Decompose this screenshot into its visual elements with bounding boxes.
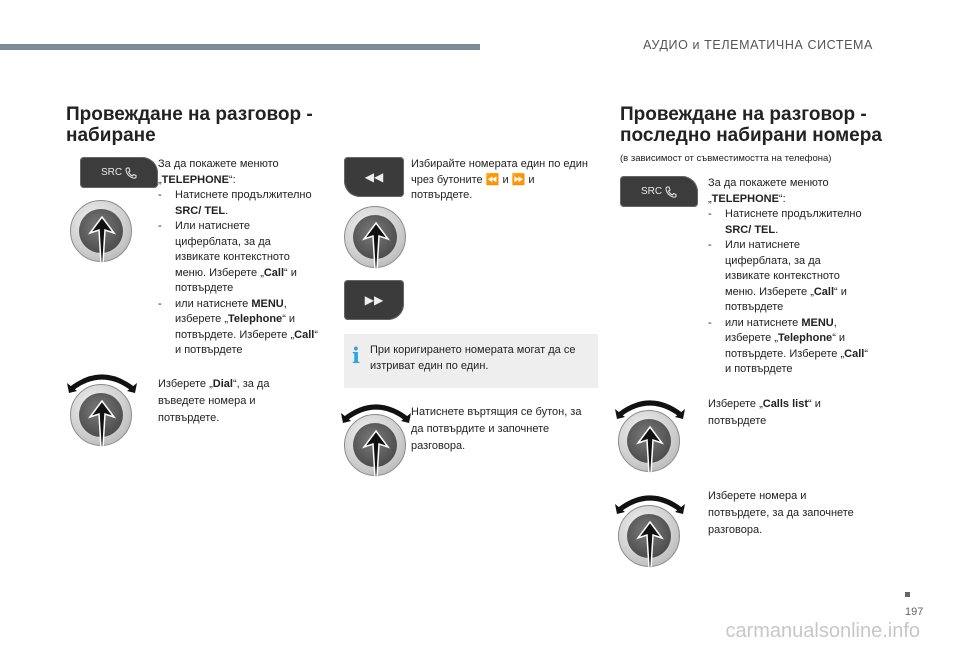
right-title-line1: Провеждане на разговор - [620, 104, 867, 125]
left-item-1: - Натиснете продължително SRC/ TEL. [158, 189, 312, 217]
press-arrow-icon [87, 215, 117, 265]
seek-forward-button[interactable] [344, 280, 404, 320]
left-intro: За да покажете менюто „TELEPHONE“: [158, 158, 279, 186]
info-icon: i [352, 343, 360, 368]
left-item-2: - Или натиснете циферблата, за да извикате контекстното меню. Изберете „Call“ и потвърдете [158, 220, 297, 294]
phone-icon [665, 186, 677, 198]
right-item-2: - Или натиснете циферблата, за да извикате контекстното меню. Изберете „Call“ и потвърдете [708, 239, 847, 313]
press-arrow-icon [635, 425, 665, 475]
rotate-knob-confirm[interactable] [344, 414, 406, 476]
left-item-3: - или натиснете MENU, изберете „Telephone“ и потвърдете. Изберете „Call“ и потвърдете [158, 297, 319, 356]
right-calls-text: Изберете „Calls list“ и потвърдете [708, 398, 821, 427]
src-tel-button[interactable] [80, 157, 158, 188]
rotate-arrow-icon [615, 397, 685, 419]
rotate-arrow-icon [615, 492, 685, 514]
right-select-text: Изберете номера и потвърдете, за да започнете разговора. [708, 490, 854, 536]
right-intro: За да покажете менюто „TELEPHONE“: [708, 177, 829, 205]
press-arrow-icon [635, 520, 665, 570]
src-tel-button-right[interactable] [620, 176, 698, 207]
src-label: SRC [640, 186, 663, 197]
dial-knob[interactable] [70, 200, 132, 262]
middle-confirm-text: Натиснете въртящия се бутон, за да потвърдите и започнете разговора. [411, 406, 582, 452]
section-title: АУДИО и ТЕЛЕМАТИЧНА СИСТЕМА [643, 38, 873, 52]
rotate-arrow-icon [341, 401, 411, 423]
rotate-knob-calls[interactable] [618, 410, 680, 472]
press-arrow-icon [361, 429, 391, 479]
rotate-knob-dial[interactable] [70, 384, 132, 446]
seek-back-icon: ◀◀ [364, 170, 384, 184]
right-subtitle: (в зависимост от съвместимостта на телефона) [620, 153, 832, 164]
press-arrow-icon [87, 399, 117, 449]
header-bar [0, 44, 480, 50]
right-title-line2: последно набирани номера [620, 125, 882, 146]
page-marker [905, 592, 910, 597]
left-intro-block [158, 157, 318, 359]
page-number: 197 [905, 606, 924, 618]
src-label: SRC [100, 167, 123, 178]
left-title-line1: Провеждане на разговор - [66, 104, 313, 125]
info-box [344, 334, 598, 388]
right-item-3: - или натиснете MENU, изберете „Telephone“ и потвърдете. Изберете „Call“ и потвърдете [708, 316, 869, 375]
info-text: При коригирането номерата могат да се изтриват един по един. [370, 344, 576, 372]
left-dial-text: Изберете „Dial“, за да въведете номера и потвърдете. [158, 378, 270, 424]
seek-forward-icon: ▶▶ [364, 293, 384, 307]
left-title-line2: набиране [66, 125, 156, 146]
seek-back-button[interactable] [344, 157, 404, 197]
rotate-arrow-icon [67, 371, 137, 393]
dial-knob-middle[interactable] [344, 206, 406, 268]
right-intro-block [708, 176, 868, 378]
watermark: carmanualsonline.info [725, 620, 920, 642]
rotate-knob-select[interactable] [618, 505, 680, 567]
middle-seek-text: Избирайте номерата един по един чрез бутоните ⏪ и ⏩ и потвърдете. [411, 158, 588, 201]
phone-icon [125, 167, 137, 179]
press-arrow-icon [361, 221, 391, 271]
left-title [66, 104, 313, 146]
right-item-1: - Натиснете продължително SRC/ TEL. [708, 208, 862, 236]
right-title [620, 104, 882, 146]
